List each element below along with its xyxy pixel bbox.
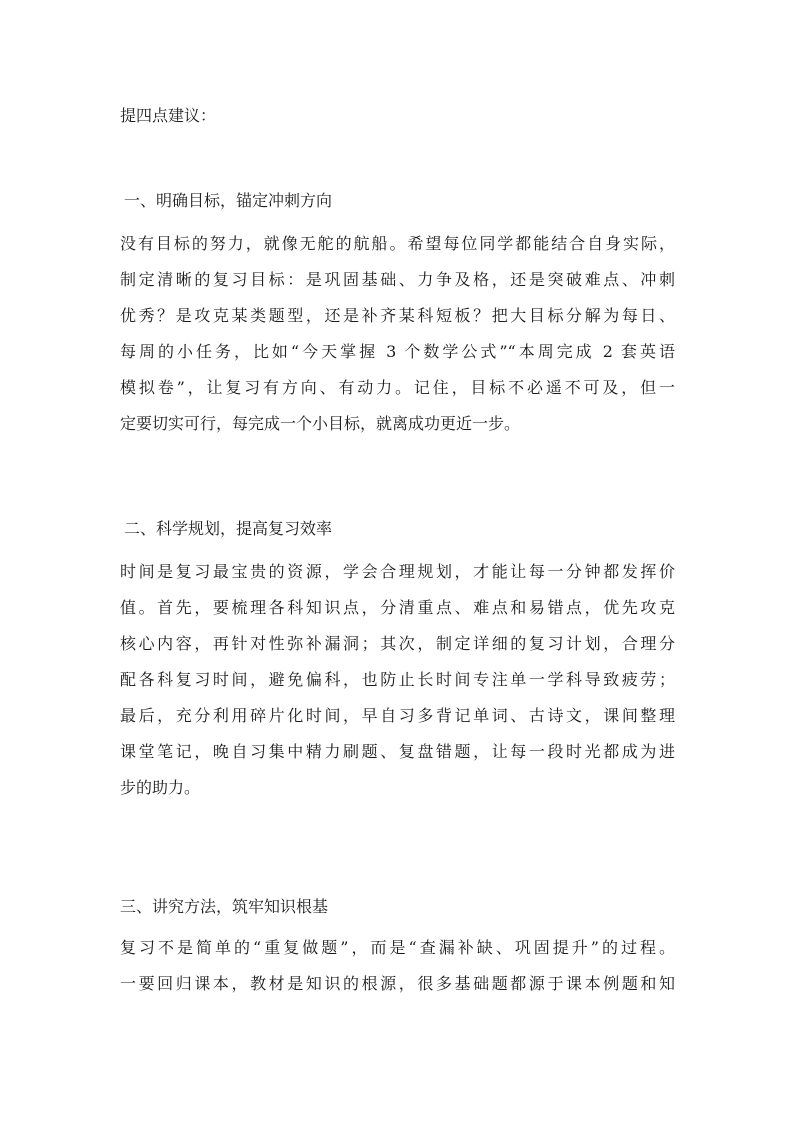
paragraph-line: 配各科复习时间，避免偏科，也防止长时间专注单一学科导致疲劳； bbox=[120, 670, 675, 689]
paragraph-line: 课堂笔记，晚自习集中精力刷题、复盘错题，让每一段时光都成为进 bbox=[120, 742, 675, 761]
paragraph-line: 没有目标的努力，就像无舵的航船。希望每位同学都能结合自身实际， bbox=[120, 234, 675, 253]
paragraph-line: 定要切实可行，每完成一个小目标，就离成功更近一步。 bbox=[120, 414, 521, 433]
section-heading-3: 三、讲究方法，筑牢知识根基 bbox=[120, 897, 329, 916]
paragraph-line: 制定清晰的复习目标：是巩固基础、力争及格，还是突破难点、冲刺 bbox=[120, 270, 675, 289]
section-paragraph-1 bbox=[120, 226, 675, 442]
paragraph-line: 时间是复习最宝贵的资源，学会合理规划，才能让每一分钟都发挥价 bbox=[120, 562, 675, 581]
paragraph-line: 模拟卷”，让复习有方向、有动力。记住，目标不必遥不可及，但一 bbox=[120, 378, 675, 397]
paragraph-line: 值。首先，要梳理各科知识点，分清重点、难点和易错点，优先攻克 bbox=[120, 598, 675, 617]
paragraph-line: 一要回归课本，教材是知识的根源，很多基础题都源于课本例题和知 bbox=[120, 974, 675, 993]
paragraph-line: 最后，充分利用碎片化时间，早自习多背记单词、古诗文，课间整理 bbox=[120, 706, 675, 725]
paragraph-line: 优秀？是攻克某类题型，还是补齐某科短板？把大目标分解为每日、 bbox=[120, 306, 675, 325]
section-heading-2: 二、科学规划，提高复习效率 bbox=[124, 519, 333, 538]
section-heading-1: 一、明确目标，锚定冲刺方向 bbox=[124, 191, 333, 210]
paragraph-line: 复习不是简单的“重复做题”，而是“查漏补缺、巩固提升”的过程。 bbox=[120, 938, 675, 957]
paragraph-line: 步的助力。 bbox=[120, 778, 201, 797]
paragraph-line: 每周的小任务，比如“今天掌握 3 个数学公式”“本周完成 2 套英语 bbox=[120, 342, 675, 361]
section-paragraph-3 bbox=[120, 930, 675, 1002]
paragraph-line: 核心内容，再针对性弥补漏洞；其次，制定详细的复习计划，合理分 bbox=[120, 634, 675, 653]
intro-line: 提四点建议： bbox=[120, 106, 217, 125]
section-paragraph-2 bbox=[120, 554, 675, 806]
